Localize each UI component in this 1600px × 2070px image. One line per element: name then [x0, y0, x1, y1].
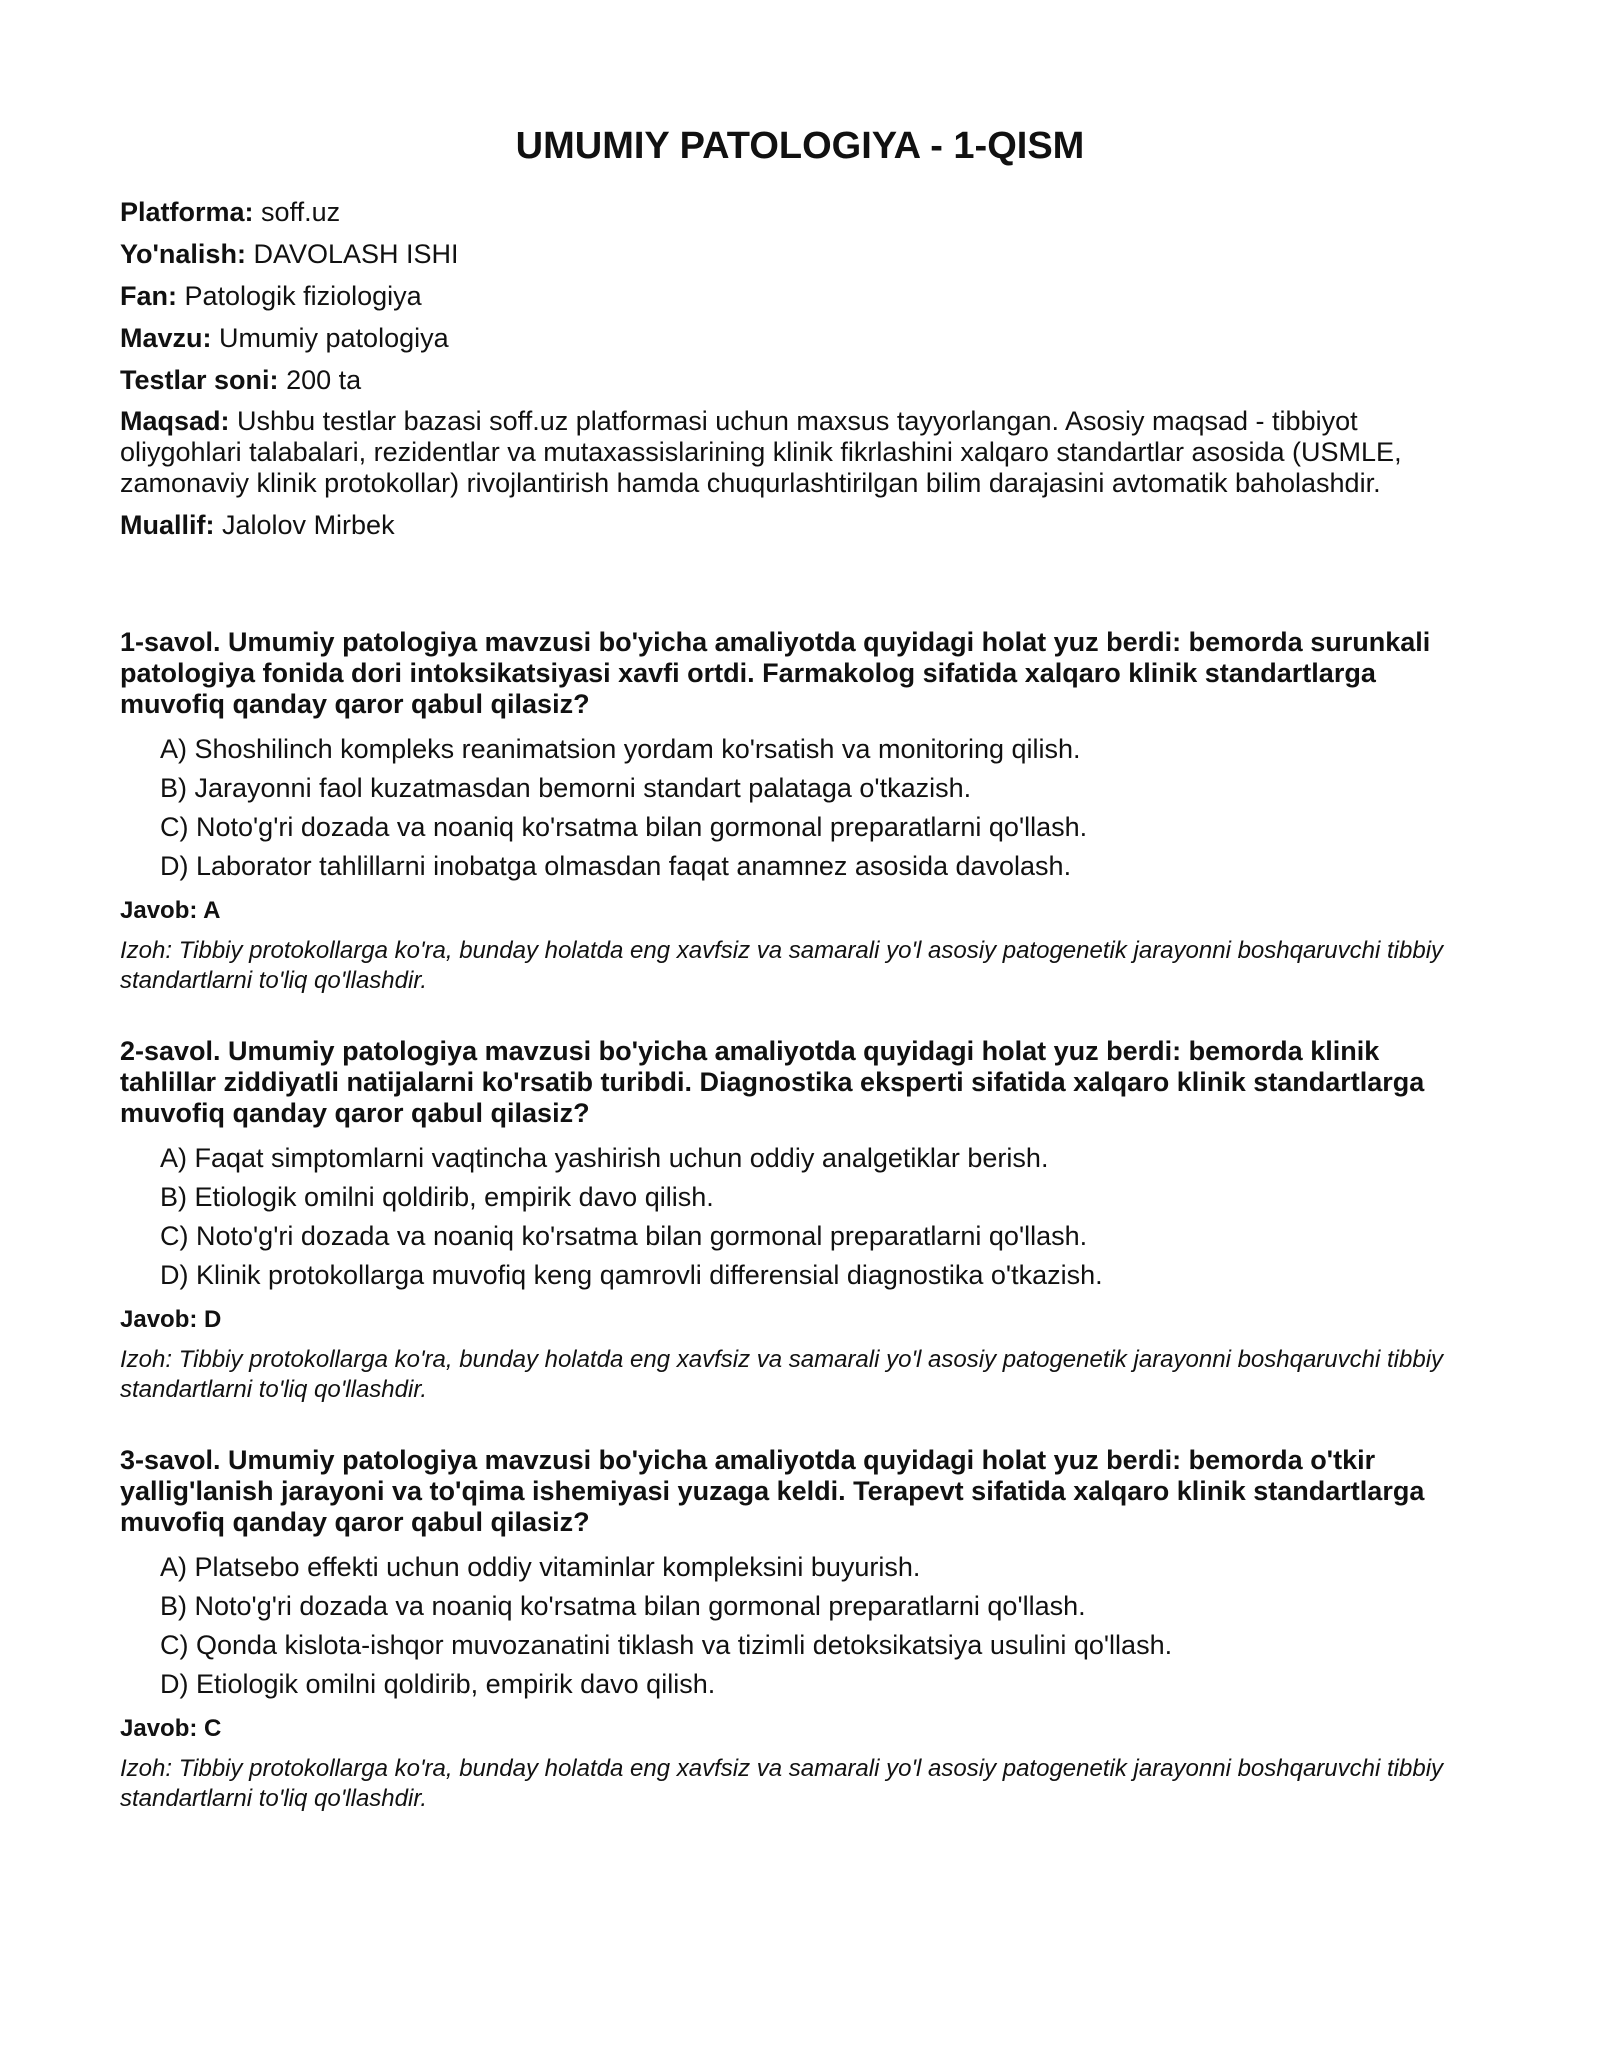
- answer-label: Javob: D: [120, 1306, 222, 1333]
- option-a: A) Faqat simptomlarni vaqtincha yashirish uchun oddiy analgetiklar berish.: [160, 1143, 1049, 1173]
- meta-key: Maqsad:: [120, 406, 230, 436]
- answer-label: Javob: C: [120, 1715, 222, 1742]
- option-c: C) Noto'g'ri dozada va noaniq ko'rsatma bilan gormonal preparatlarni qo'llash.: [160, 1221, 1088, 1251]
- meta-maqsad: [120, 406, 1480, 499]
- option-b: B) Noto'g'ri dozada va noaniq ko'rsatma bilan gormonal preparatlarni qo'llash.: [160, 1591, 1086, 1621]
- meta-key: Yo'nalish:: [120, 239, 246, 269]
- meta-value: Umumiy patologiya: [219, 323, 449, 353]
- option-c: C) Qonda kislota-ishqor muvozanatini tiklash va tizimli detoksikatsiya usulini qo'llash.: [160, 1630, 1173, 1660]
- option-c: C) Noto'g'ri dozada va noaniq ko'rsatma bilan gormonal preparatlarni qo'llash.: [160, 812, 1088, 842]
- meta-block: [120, 196, 1480, 541]
- option-b: B) Etiologik omilni qoldirib, empirik davo qilish.: [160, 1182, 714, 1212]
- explanation-note: Izoh: Tibbiy protokollarga ko'ra, bunday holatda eng xavfsiz va samarali yo'l asosiy patogenetik jarayonni boshqaruvchi tibbiy standartlarni to'liq qo'llashdir.: [120, 1755, 1444, 1812]
- explanation-note: Izoh: Tibbiy protokollarga ko'ra, bunday holatda eng xavfsiz va samarali yo'l asosiy patogenetik jarayonni boshqaruvchi tibbiy standartlarni to'liq qo'llashdir.: [120, 937, 1444, 994]
- meta-value: Jalolov Mirbek: [222, 510, 395, 540]
- question-text: 1-savol. Umumiy patologiya mavzusi bo'yicha amaliyotda quyidagi holat yuz berdi: bemorda surunkali patologiya fonida dori intoksikatsiyasi xavfi ortdi. Farmakolog sifatida xalqaro klinik standartlarga muvofiq qanday qaror qabul qilasiz?: [120, 627, 1431, 719]
- question-text: 2-savol. Umumiy patologiya mavzusi bo'yicha amaliyotda quyidagi holat yuz berdi: bemorda klinik tahlillar ziddiyatli natijalarni ko'rsatib turibdi. Diagnostika eksperti sifatida xalqaro klinik standartlarga muvofiq qanday qaror qabul qilasiz?: [120, 1036, 1425, 1128]
- option-d: D) Etiologik omilni qoldirib, empirik davo qilish.: [160, 1669, 716, 1699]
- meta-yonalish: [120, 238, 1480, 270]
- answer-label: Javob: A: [120, 897, 221, 924]
- meta-platforma: [120, 196, 1480, 228]
- meta-testlar-soni: [120, 364, 1480, 396]
- option-d: D) Klinik protokollarga muvofiq keng qamrovli differensial diagnostika o'tkazish.: [160, 1260, 1103, 1290]
- meta-value: DAVOLASH ISHI: [253, 239, 459, 269]
- options-list: [120, 1143, 1480, 1291]
- meta-key: Testlar soni:: [120, 365, 279, 395]
- meta-value: soff.uz: [261, 197, 341, 227]
- question-item: [120, 627, 1480, 996]
- meta-muallif: [120, 509, 1480, 541]
- option-d: D) Laborator tahlillarni inobatga olmasdan faqat anamnez asosida davolash.: [160, 851, 1072, 881]
- meta-key: Mavzu:: [120, 323, 212, 353]
- options-list: [120, 734, 1480, 882]
- option-a: A) Platsebo effekti uchun oddiy vitaminlar kompleksini buyurish.: [160, 1552, 921, 1582]
- document-title: UMUMIY PATOLOGIYA - 1-QISM: [515, 125, 1085, 167]
- meta-key: Fan:: [120, 281, 177, 311]
- meta-key: Muallif:: [120, 510, 215, 540]
- explanation-note: Izoh: Tibbiy protokollarga ko'ra, bunday holatda eng xavfsiz va samarali yo'l asosiy patogenetik jarayonni boshqaruvchi tibbiy standartlarni to'liq qo'llashdir.: [120, 1346, 1444, 1403]
- meta-value: 200 ta: [286, 365, 362, 395]
- meta-mavzu: [120, 322, 1480, 354]
- option-b: B) Jarayonni faol kuzatmasdan bemorni standart palataga o'tkazish.: [160, 773, 972, 803]
- meta-value: Ushbu testlar bazasi soff.uz platformasi uchun maxsus tayyorlangan. Asosiy maqsad - tibbiyot oliygohlari talabalari, rezidentlar va mutaxassislarining klinik fikrlashini xalqaro standartlar asosida (USMLE, zamonaviy klinik protokollar) rivojlantirish hamda chuqurlashtirilgan bilim darajasini avtomatik baholashdir.: [120, 406, 1402, 498]
- meta-value: Patologik fiziologiya: [184, 281, 422, 311]
- question-item: [120, 1445, 1480, 1814]
- option-a: A) Shoshilinch kompleks reanimatsion yordam ko'rsatish va monitoring qilish.: [160, 734, 1081, 764]
- options-list: [120, 1552, 1480, 1700]
- question-item: [120, 1036, 1480, 1405]
- question-text: 3-savol. Umumiy patologiya mavzusi bo'yicha amaliyotda quyidagi holat yuz berdi: bemorda o'tkir yallig'lanish jarayoni va to'qima ishemiyasi yuzaga keldi. Terapevt sifatida xalqaro klinik standartlarga muvofiq qanday qaror qabul qilasiz?: [120, 1445, 1425, 1537]
- questions-list: [120, 627, 1480, 1814]
- meta-key: Platforma:: [120, 197, 254, 227]
- meta-fan: [120, 280, 1480, 312]
